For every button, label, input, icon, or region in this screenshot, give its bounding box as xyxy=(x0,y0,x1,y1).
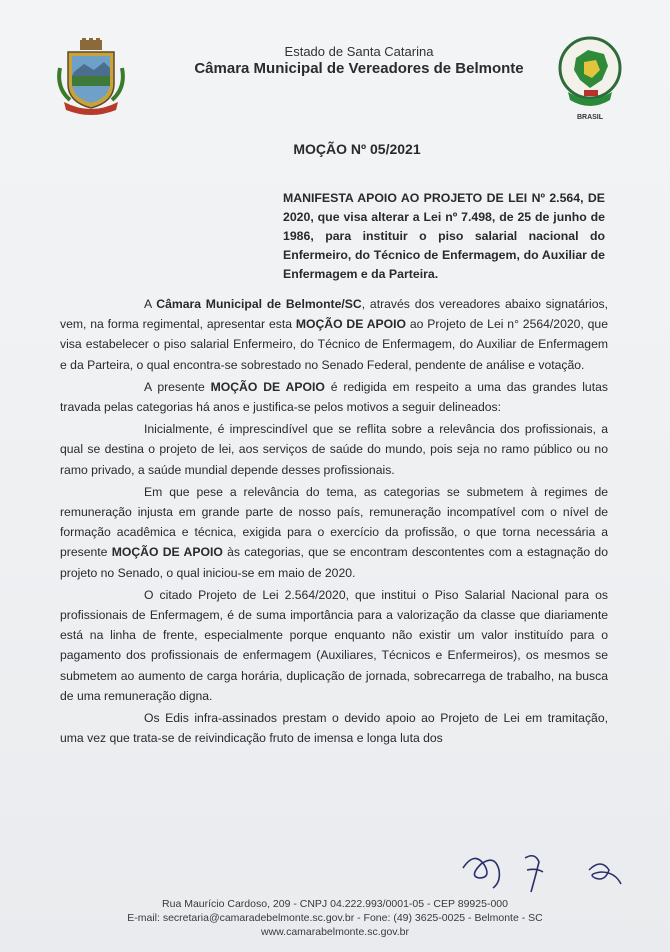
paragraph-6: Os Edis infra-assinados prestam o devido apoio ao Projeto de Lei em tramitação, uma vez que trata-se de reivindicação fruto de imensa e longa luta dos xyxy=(60,711,608,746)
paragraph-2: A presente MOÇÃO DE APOIO é redigida em respeito a uma das grandes lutas travada pelas categorias há anos e justifica-se pelos motivos a seguir delineados: xyxy=(60,379,608,415)
footer-address: Rua Maurício Cardoso, 209 - CNPJ 04.222.993/0001-05 - CEP 89925-000 xyxy=(162,898,508,910)
footer-website: www.camarabelmonte.sc.gov.br xyxy=(260,926,410,938)
paragraph-1: A Câmara Municipal de Belmonte/SC, através dos vereadores abaixo signatários, vem, na forma regimental, apresentar esta MOÇÃO DE APOIO ao Projeto de Lei n° 2564/2020, que visa estabelecer o piso salarial Enfermeiro, do Técnico de Enfermagem, do Auxiliar de Enfermagem e da Parteira, o qual encontra-se sobrestado no Senado Federal, pendente de análise e votação. xyxy=(60,297,608,372)
paragraph-5: O citado Projeto de Lei 2.564/2020, que institui o Piso Salarial Nacional para os profissionais de Enfermagem, é de suma importância para a valorização da classe que diariamente está na linha de frente, especialmente porque enquanto não existir um valor instituído para o pagamento dos profissionais de enfermagem (Auxiliares, Técnicos e Enfermeiros), os mesmos se submetem ao aumento de carga horária, duplicação de jornada, sobrecarrega de trabalho, na busca de uma remuneração digna. xyxy=(60,587,608,703)
footer-email-phone: E-mail: secretaria@camaradebelmonte.sc.gov.br - Fone: (49) 3625-0025 - Belmonte - SC xyxy=(127,912,543,924)
chamber-name: Câmara Municipal de Vereadores de Belmonte xyxy=(194,60,524,77)
document-title: MOÇÃO Nº 05/2021 xyxy=(293,141,421,157)
paragraph-4: Em que pese a relevância do tema, as categorias se submetem à regimes de remuneração injusta em grande parte de nosso país, remuneração incompatível com o nível de formação acadêmica e técnica, exigida para o exercício da profissão, o que torna necessária a presente MOÇÃO DE APOIO às categorias, que se encontram descontentes com a estagnação do projeto no Senado, o qual iniciou-se em maio de 2020. xyxy=(60,484,608,580)
state-name: Estado de Santa Catarina xyxy=(284,44,434,59)
ementa-summary: MANIFESTA APOIO AO PROJETO DE LEI Nº 2.564, DE 2020, que visa alterar a Lei nº 7.498, de 25 de junho de 1986, para instituir o piso salarial nacional do Enfermeiro, do Técnico de Enfermagem, do Auxiliar de Enfermagem e da Parteira. xyxy=(283,191,605,281)
document-body xyxy=(60,294,608,750)
brasil-label: BRASIL xyxy=(576,114,604,121)
paragraph-3: Inicialmente, é imprescindível que se reflita sobre a relevância dos profissionais, a qual se destina o projeto de lei, aos serviços de saúde do mundo, pois seja no ramo público ou no ramo privado, a saúde mundial depende desses profissionais. xyxy=(60,422,608,477)
footer-contact xyxy=(0,897,670,939)
